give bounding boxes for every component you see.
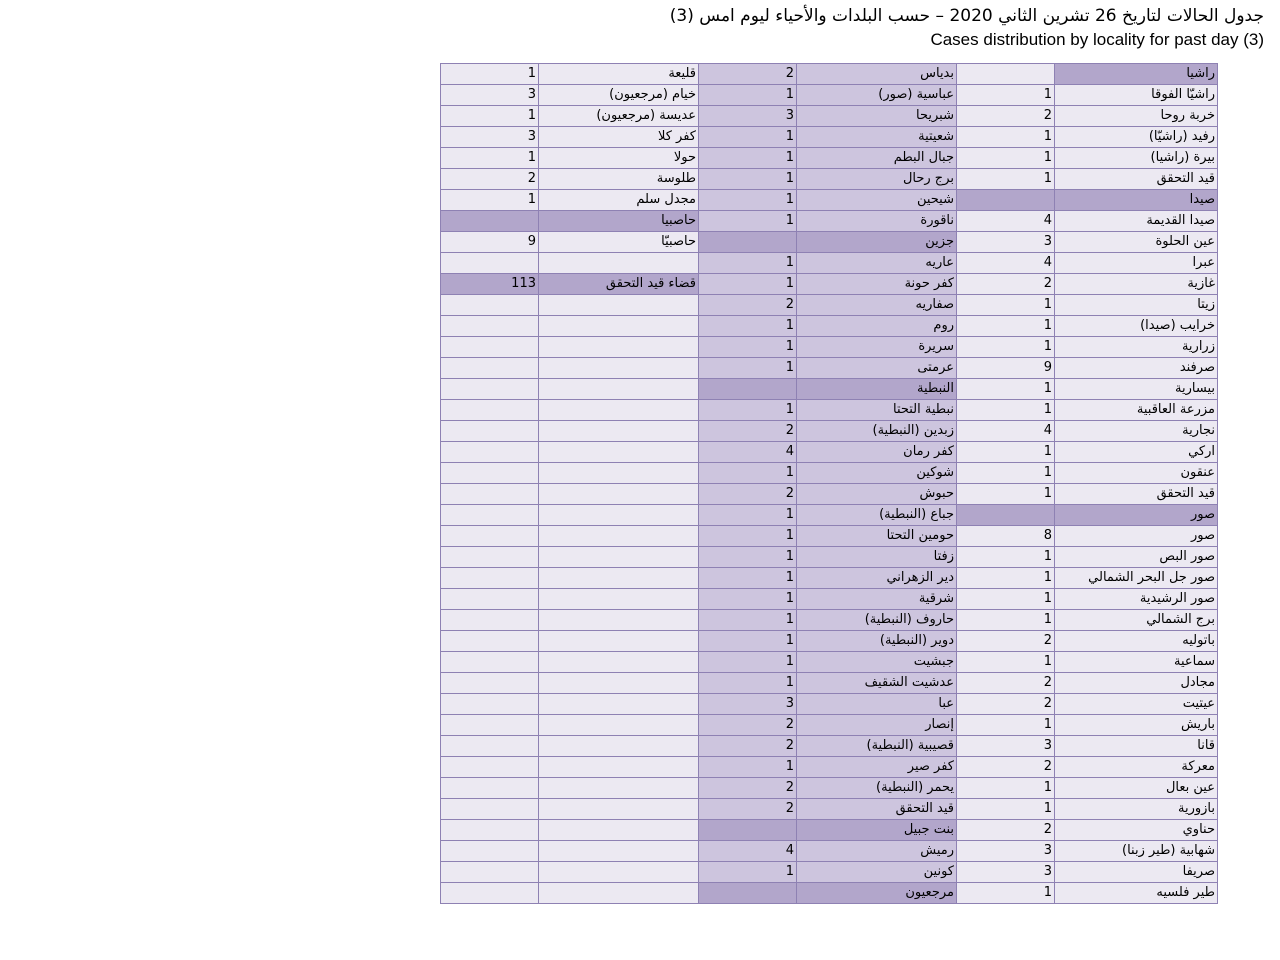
locality-cell: يحمر (النبطية) xyxy=(797,778,957,799)
table-row xyxy=(441,652,1218,673)
count-cell xyxy=(957,190,1055,211)
table-row xyxy=(441,505,1218,526)
locality-cell: كفر كلا xyxy=(539,127,699,148)
count-cell: 1 xyxy=(699,148,797,169)
locality-cell xyxy=(539,715,699,736)
count-cell: 1 xyxy=(957,778,1055,799)
locality-cell: حناوي xyxy=(1055,820,1218,841)
locality-cell xyxy=(539,421,699,442)
locality-cell: مرجعيون xyxy=(797,883,957,904)
locality-cell: ناقورة xyxy=(797,211,957,232)
locality-cell: رميش xyxy=(797,841,957,862)
count-cell: 1 xyxy=(957,715,1055,736)
locality-cell: بدياس xyxy=(797,64,957,85)
count-cell: 1 xyxy=(699,127,797,148)
count-cell: 2 xyxy=(699,484,797,505)
count-cell: 2 xyxy=(957,694,1055,715)
locality-cell xyxy=(539,631,699,652)
count-cell xyxy=(441,862,539,883)
count-cell xyxy=(441,547,539,568)
count-cell xyxy=(699,820,797,841)
table-row xyxy=(441,757,1218,778)
locality-cell: عبا xyxy=(797,694,957,715)
locality-cell: عدشيت الشقيف xyxy=(797,673,957,694)
table-row xyxy=(441,463,1218,484)
table-row xyxy=(441,190,1218,211)
count-cell: 9 xyxy=(441,232,539,253)
table-row xyxy=(441,106,1218,127)
table-row xyxy=(441,442,1218,463)
count-cell: 1 xyxy=(699,862,797,883)
table-row xyxy=(441,274,1218,295)
locality-cell: كونين xyxy=(797,862,957,883)
table-row xyxy=(441,841,1218,862)
count-cell: 2 xyxy=(957,757,1055,778)
count-cell: 1 xyxy=(699,631,797,652)
count-cell: 3 xyxy=(699,694,797,715)
locality-cell: صرفند xyxy=(1055,358,1218,379)
count-cell: 1 xyxy=(957,484,1055,505)
locality-cell: مزرعة العاقبية xyxy=(1055,400,1218,421)
locality-cell: عبرا xyxy=(1055,253,1218,274)
count-cell: 2 xyxy=(957,820,1055,841)
table-row xyxy=(441,589,1218,610)
count-cell xyxy=(957,64,1055,85)
table-row xyxy=(441,295,1218,316)
count-cell: 1 xyxy=(957,169,1055,190)
count-cell xyxy=(699,232,797,253)
locality-cell: قيد التحقق xyxy=(1055,484,1218,505)
locality-cell: عرمتى xyxy=(797,358,957,379)
table-row xyxy=(441,148,1218,169)
count-cell: 1 xyxy=(699,400,797,421)
table-row xyxy=(441,715,1218,736)
locality-cell: قانا xyxy=(1055,736,1218,757)
count-cell: 2 xyxy=(957,631,1055,652)
locality-cell: خربة روحا xyxy=(1055,106,1218,127)
locality-cell xyxy=(539,694,699,715)
count-cell xyxy=(441,526,539,547)
count-cell xyxy=(441,400,539,421)
locality-cell xyxy=(539,358,699,379)
locality-cell: نبطية التحتا xyxy=(797,400,957,421)
count-cell: 3 xyxy=(699,106,797,127)
count-cell: 2 xyxy=(957,106,1055,127)
locality-cell: رفيد (راشيّا) xyxy=(1055,127,1218,148)
count-cell: 1 xyxy=(441,148,539,169)
locality-cell: خيام (مرجعيون) xyxy=(539,85,699,106)
count-cell: 1 xyxy=(957,316,1055,337)
locality-cell: صيدا القديمة xyxy=(1055,211,1218,232)
locality-cell: راشيا xyxy=(1055,64,1218,85)
page-title-english: Cases distribution by locality for past day (3) xyxy=(930,30,1264,49)
locality-cell xyxy=(539,883,699,904)
locality-cell: زبدين (النبطية) xyxy=(797,421,957,442)
count-cell xyxy=(441,421,539,442)
count-cell xyxy=(441,736,539,757)
count-cell xyxy=(441,883,539,904)
count-cell xyxy=(441,715,539,736)
locality-cell: باتوليه xyxy=(1055,631,1218,652)
locality-cell: زرارية xyxy=(1055,337,1218,358)
locality-cell: صيدا xyxy=(1055,190,1218,211)
locality-cell: مجادل xyxy=(1055,673,1218,694)
locality-cell: شهابية (طير زبنا) xyxy=(1055,841,1218,862)
count-cell: 1 xyxy=(699,610,797,631)
count-cell: 2 xyxy=(699,421,797,442)
count-cell: 1 xyxy=(957,547,1055,568)
table-row xyxy=(441,862,1218,883)
table-row xyxy=(441,358,1218,379)
count-cell: 1 xyxy=(699,568,797,589)
count-cell: 1 xyxy=(957,337,1055,358)
locality-cell: شبريحا xyxy=(797,106,957,127)
locality-cell: بازورية xyxy=(1055,799,1218,820)
count-cell: 1 xyxy=(699,526,797,547)
locality-cell xyxy=(539,379,699,400)
table-row xyxy=(441,484,1218,505)
locality-cell: صور xyxy=(1055,505,1218,526)
count-cell xyxy=(441,673,539,694)
locality-cell: قصيبية (النبطية) xyxy=(797,736,957,757)
locality-cell xyxy=(539,526,699,547)
page-title-arabic: جدول الحالات لتاريخ 26 تشرين الثاني 2020 – حسب البلدات والأحياء ليوم امس (3) xyxy=(669,6,1264,26)
locality-cell: جباع (النبطية) xyxy=(797,505,957,526)
locality-cell: صور xyxy=(1055,526,1218,547)
count-cell: 1 xyxy=(699,211,797,232)
count-cell xyxy=(441,211,539,232)
count-cell: 1 xyxy=(957,610,1055,631)
locality-cell: راشيّا الفوقا xyxy=(1055,85,1218,106)
table-row xyxy=(441,379,1218,400)
count-cell: 1 xyxy=(699,274,797,295)
count-cell: 2 xyxy=(699,295,797,316)
locality-cell: عين الحلوة xyxy=(1055,232,1218,253)
title-block xyxy=(670,4,1264,52)
table-row xyxy=(441,610,1218,631)
locality-cell: طير فلسيه xyxy=(1055,883,1218,904)
count-cell: 1 xyxy=(699,547,797,568)
cases-table xyxy=(440,63,1218,904)
locality-cell: إنصار xyxy=(797,715,957,736)
count-cell: 1 xyxy=(957,589,1055,610)
locality-cell: كفر صير xyxy=(797,757,957,778)
count-cell: 2 xyxy=(699,778,797,799)
count-cell: 1 xyxy=(699,757,797,778)
count-cell xyxy=(441,337,539,358)
count-cell: 1 xyxy=(441,190,539,211)
count-cell: 1 xyxy=(699,337,797,358)
table-row xyxy=(441,169,1218,190)
count-cell: 2 xyxy=(699,64,797,85)
locality-cell: طلوسة xyxy=(539,169,699,190)
locality-cell: عاريه xyxy=(797,253,957,274)
count-cell xyxy=(441,463,539,484)
count-cell: 1 xyxy=(441,64,539,85)
count-cell: 3 xyxy=(957,841,1055,862)
count-cell: 1 xyxy=(957,442,1055,463)
locality-cell: صفاريه xyxy=(797,295,957,316)
count-cell: 1 xyxy=(957,85,1055,106)
locality-cell xyxy=(539,652,699,673)
locality-cell: سماعية xyxy=(1055,652,1218,673)
locality-cell: شوكين xyxy=(797,463,957,484)
locality-cell: برج رحال xyxy=(797,169,957,190)
table-row xyxy=(441,421,1218,442)
count-cell: 8 xyxy=(957,526,1055,547)
locality-cell: بيسارية xyxy=(1055,379,1218,400)
count-cell: 9 xyxy=(957,358,1055,379)
table-row xyxy=(441,799,1218,820)
count-cell: 1 xyxy=(699,463,797,484)
table-row xyxy=(441,778,1218,799)
locality-cell: حومين التحتا xyxy=(797,526,957,547)
locality-cell xyxy=(539,799,699,820)
locality-cell xyxy=(539,505,699,526)
count-cell: 1 xyxy=(957,127,1055,148)
count-cell: 1 xyxy=(699,358,797,379)
locality-cell xyxy=(539,442,699,463)
count-cell: 1 xyxy=(957,568,1055,589)
count-cell: 1 xyxy=(699,169,797,190)
locality-cell xyxy=(539,295,699,316)
count-cell: 1 xyxy=(699,190,797,211)
locality-cell: بنت جبيل xyxy=(797,820,957,841)
locality-cell: عنقون xyxy=(1055,463,1218,484)
count-cell xyxy=(441,568,539,589)
locality-cell xyxy=(539,757,699,778)
locality-cell xyxy=(539,316,699,337)
locality-cell: جزين xyxy=(797,232,957,253)
count-cell: 1 xyxy=(957,652,1055,673)
locality-cell: عديسة (مرجعيون) xyxy=(539,106,699,127)
count-cell xyxy=(699,379,797,400)
count-cell xyxy=(441,841,539,862)
count-cell: 1 xyxy=(699,589,797,610)
count-cell xyxy=(441,778,539,799)
count-cell xyxy=(441,757,539,778)
locality-cell: زيتا xyxy=(1055,295,1218,316)
count-cell xyxy=(441,484,539,505)
count-cell xyxy=(441,652,539,673)
locality-cell xyxy=(539,736,699,757)
locality-cell xyxy=(539,673,699,694)
table-row xyxy=(441,568,1218,589)
count-cell xyxy=(441,295,539,316)
locality-cell: كفر رمان xyxy=(797,442,957,463)
count-cell xyxy=(441,379,539,400)
locality-cell: دوير (النبطية) xyxy=(797,631,957,652)
locality-cell xyxy=(539,547,699,568)
locality-cell xyxy=(539,610,699,631)
table-row xyxy=(441,64,1218,85)
locality-cell: شرقية xyxy=(797,589,957,610)
locality-cell xyxy=(539,589,699,610)
count-cell: 1 xyxy=(957,463,1055,484)
locality-cell xyxy=(539,253,699,274)
count-cell: 1 xyxy=(957,379,1055,400)
locality-cell xyxy=(539,862,699,883)
count-cell: 1 xyxy=(441,106,539,127)
count-cell: 2 xyxy=(957,673,1055,694)
locality-cell: حبوش xyxy=(797,484,957,505)
count-cell: 3 xyxy=(957,862,1055,883)
table-row xyxy=(441,736,1218,757)
count-cell: 3 xyxy=(441,85,539,106)
locality-cell: خرايب (صيدا) xyxy=(1055,316,1218,337)
count-cell: 2 xyxy=(699,799,797,820)
locality-cell: باريش xyxy=(1055,715,1218,736)
table-row xyxy=(441,694,1218,715)
locality-cell: قضاء قيد التحقق xyxy=(539,274,699,295)
count-cell: 1 xyxy=(699,652,797,673)
locality-cell xyxy=(539,820,699,841)
count-cell xyxy=(441,358,539,379)
locality-cell: حاروف (النبطية) xyxy=(797,610,957,631)
count-cell: 4 xyxy=(957,211,1055,232)
count-cell xyxy=(441,505,539,526)
locality-cell: شعيتية xyxy=(797,127,957,148)
count-cell: 3 xyxy=(957,736,1055,757)
count-cell: 1 xyxy=(957,295,1055,316)
count-cell xyxy=(441,694,539,715)
locality-cell: صور جل البحر الشمالي xyxy=(1055,568,1218,589)
locality-cell: غازية xyxy=(1055,274,1218,295)
count-cell: 4 xyxy=(699,442,797,463)
table-row xyxy=(441,337,1218,358)
locality-cell xyxy=(539,841,699,862)
locality-cell: عين بعال xyxy=(1055,778,1218,799)
locality-cell: جبال البطم xyxy=(797,148,957,169)
locality-cell: حاصبيّا xyxy=(539,232,699,253)
count-cell: 2 xyxy=(441,169,539,190)
locality-cell: كفر حونة xyxy=(797,274,957,295)
table-row xyxy=(441,85,1218,106)
count-cell: 2 xyxy=(699,715,797,736)
locality-cell xyxy=(539,337,699,358)
table-row xyxy=(441,211,1218,232)
count-cell: 1 xyxy=(957,883,1055,904)
count-cell: 1 xyxy=(699,253,797,274)
table-row xyxy=(441,316,1218,337)
locality-cell: النبطية xyxy=(797,379,957,400)
table-row xyxy=(441,631,1218,652)
locality-cell: قليعة xyxy=(539,64,699,85)
count-cell xyxy=(441,799,539,820)
count-cell: 1 xyxy=(957,799,1055,820)
locality-cell: شيحين xyxy=(797,190,957,211)
locality-cell: مجدل سلم xyxy=(539,190,699,211)
count-cell: 1 xyxy=(957,400,1055,421)
table-row xyxy=(441,547,1218,568)
locality-cell: صور الرشيدية xyxy=(1055,589,1218,610)
cases-table-body xyxy=(441,64,1218,904)
locality-cell: حولا xyxy=(539,148,699,169)
locality-cell: حاصبيا xyxy=(539,211,699,232)
count-cell: 4 xyxy=(957,253,1055,274)
locality-cell xyxy=(539,484,699,505)
count-cell xyxy=(441,316,539,337)
count-cell xyxy=(699,883,797,904)
count-cell: 3 xyxy=(957,232,1055,253)
locality-cell: نجارية xyxy=(1055,421,1218,442)
count-cell xyxy=(441,610,539,631)
count-cell: 1 xyxy=(699,316,797,337)
locality-cell: دير الزهراني xyxy=(797,568,957,589)
locality-cell xyxy=(539,400,699,421)
locality-cell: اركي xyxy=(1055,442,1218,463)
count-cell: 1 xyxy=(699,673,797,694)
table-row xyxy=(441,673,1218,694)
locality-cell: عباسية (صور) xyxy=(797,85,957,106)
table-row xyxy=(441,883,1218,904)
count-cell xyxy=(441,589,539,610)
count-cell: 4 xyxy=(957,421,1055,442)
locality-cell xyxy=(539,568,699,589)
locality-cell xyxy=(539,463,699,484)
count-cell: 1 xyxy=(957,148,1055,169)
count-cell: 1 xyxy=(699,505,797,526)
locality-cell: عيتيت xyxy=(1055,694,1218,715)
locality-cell xyxy=(539,778,699,799)
table-row xyxy=(441,253,1218,274)
table-row xyxy=(441,127,1218,148)
locality-cell: جبشيت xyxy=(797,652,957,673)
count-cell: 1 xyxy=(699,85,797,106)
locality-cell: قيد التحقق xyxy=(797,799,957,820)
count-cell xyxy=(441,253,539,274)
count-cell xyxy=(441,820,539,841)
table-row xyxy=(441,526,1218,547)
locality-cell: قيد التحقق xyxy=(1055,169,1218,190)
locality-cell: روم xyxy=(797,316,957,337)
count-cell: 113 xyxy=(441,274,539,295)
locality-cell: معركة xyxy=(1055,757,1218,778)
locality-cell: زفتا xyxy=(797,547,957,568)
locality-cell: بيرة (راشيا) xyxy=(1055,148,1218,169)
table-row xyxy=(441,820,1218,841)
count-cell: 3 xyxy=(441,127,539,148)
count-cell: 2 xyxy=(699,736,797,757)
count-cell xyxy=(441,442,539,463)
table-row xyxy=(441,232,1218,253)
locality-cell: سريرة xyxy=(797,337,957,358)
count-cell xyxy=(441,631,539,652)
count-cell xyxy=(957,505,1055,526)
count-cell: 2 xyxy=(957,274,1055,295)
locality-cell: صريفا xyxy=(1055,862,1218,883)
locality-cell: صور البص xyxy=(1055,547,1218,568)
count-cell: 4 xyxy=(699,841,797,862)
locality-cell: برج الشمالي xyxy=(1055,610,1218,631)
table-row xyxy=(441,400,1218,421)
